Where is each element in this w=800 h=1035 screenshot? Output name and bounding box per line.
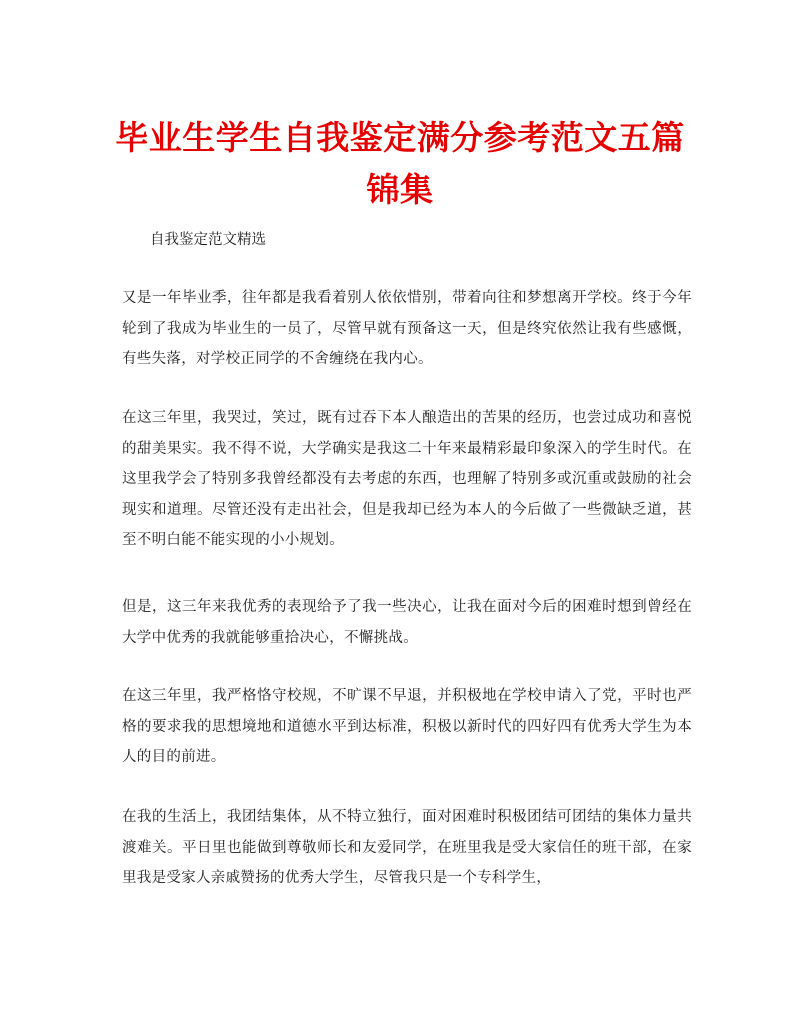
document-title: 毕业生学生自我鉴定满分参考范文五篇锦集	[115, 118, 685, 209]
paragraph-2: 在这三年里，我哭过，笑过，既有过吞下本人酿造出的苦果的经历，也尝过成功和喜悦的甜美果实。我不得不说，大学确实是我这二十年来最精彩最印象深入的学生时代。在这里我学会了特别多我曾经都没有去考虑的东西，也理解了特别多或沉重或鼓励的社会现实和道理。尽管还没有走出社会，但是我却已经为本人的今后做了一些微缺乏道，甚至不明白能不能实现的小小规划。	[122, 410, 692, 548]
paragraph-3: 但是，这三年来我优秀的表现给予了我一些决心，让我在面对今后的困难时想到曾经在大学中优秀的我就能够重拾决心，不懈挑战。	[122, 599, 692, 646]
paragraph-5: 在我的生活上，我团结集体，从不特立独行，面对困难时积极团结可团结的集体力量共渡难关。平日里也能做到尊敬师长和友爱同学，在班里我是受大家信任的班干部，在家里我是受家人亲戚赞扬的优秀大学生，尽管我只是一个专科学生，	[122, 809, 692, 886]
document-subtitle: 自我鉴定范文精选	[150, 232, 266, 248]
paragraph-1: 又是一年毕业季，往年都是我看着别人依依惜别，带着向往和梦想离开学校。终于今年轮到了我成为毕业生的一员了，尽管早就有预备这一天，但是终究依然让我有些感慨，有些失落，对学校正同学的不舍缠绕在我内心。	[122, 290, 692, 367]
paragraph-4: 在这三年里，我严格恪守校规，不旷课不早退，并积极地在学校申请入了党，平时也严格的要求我的思想境地和道德水平到达标准，积极以新时代的四好四有优秀大学生为本人的目的前进。	[122, 688, 692, 765]
